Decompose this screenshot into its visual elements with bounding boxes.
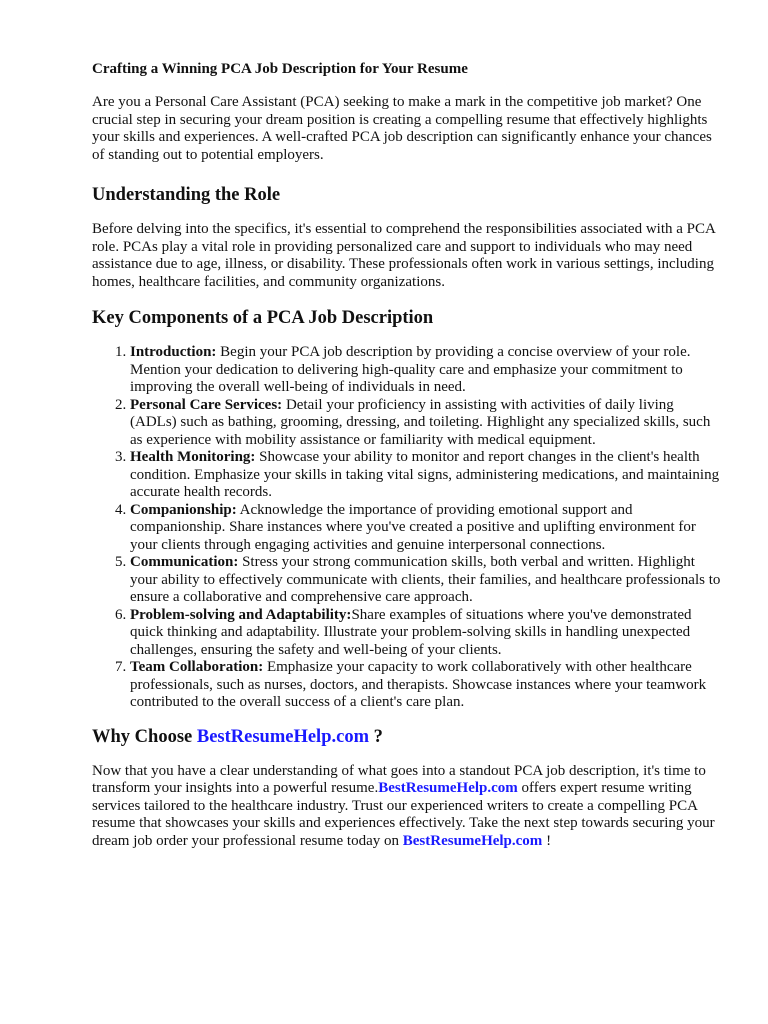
components-heading: Key Components of a PCA Job Description xyxy=(92,308,434,328)
list-item-introduction xyxy=(130,344,724,397)
list-item-text: Share examples of situations where you've demonstrated quick thinking and adaptability. Illustrate your problem-solving skills in handling unexpected challenges, ensuring the safety and well-being of your clients. xyxy=(130,606,692,658)
list-item-text: Begin your PCA job description by providing a concise overview of your role. Mention your dedication to delivering high-quality care and emphasize your commitment to improving the overall well-being of individuals in need. xyxy=(130,344,691,395)
components-list xyxy=(92,344,724,712)
role-paragraph: Before delving into the specifics, it's essential to comprehend the responsibilities associated with a PCA role. PCAs play a vital role in providing personalized care and support to individuals who may need assistance due to age, illness, or disability. These professionals often work in various settings, including homes, healthcare facilities, and community organizations. xyxy=(92,221,715,290)
list-item-text: Detail your proficiency in assisting with activities of daily living (ADLs) such as bathing, grooming, dressing, and toileting. Highlight any specialized skills, such as experience with mobility assistance or familiarity with medical equipment. xyxy=(130,396,711,448)
why-text-1: Now that you have a clear understanding of what goes into a standout PCA job description, it's time to transform your insights into a powerful resume. xyxy=(92,762,706,796)
list-item-term: Team Collaboration: xyxy=(130,659,264,675)
list-item-communication xyxy=(130,554,724,607)
role-heading: Understanding the Role xyxy=(92,185,281,205)
document-page xyxy=(92,60,724,850)
why-paragraph xyxy=(92,763,724,851)
list-item-term: Companionship: xyxy=(130,501,237,518)
why-heading-prefix: Why Choose xyxy=(92,726,193,747)
why-heading xyxy=(92,726,724,748)
list-item-term: Health Monitoring: xyxy=(130,449,256,465)
list-item-health-monitoring xyxy=(130,449,724,502)
list-item-term: Personal Care Services: xyxy=(130,396,283,413)
list-item-personal-care xyxy=(130,397,724,450)
list-item-companionship xyxy=(130,502,724,555)
list-item-problem-solving xyxy=(130,607,724,660)
list-item-text: Stress your strong communication skills, both verbal and written. Highlight your ability to effectively communicate with clients, their families, and healthcare professionals to ensure a collaborative and comprehensive care approach. xyxy=(130,554,721,605)
list-item-text: Showcase your ability to monitor and report changes in the client's health condition. Emphasize your skills in taking vital signs, administering medications, and maintaining accurate health records. xyxy=(130,449,720,500)
document-title: Crafting a Winning PCA Job Description for Your Resume xyxy=(92,61,468,77)
list-item-term: Introduction: xyxy=(130,344,217,360)
why-text-2: offers expert resume writing services tailored to the healthcare industry. Trust our experienced writers to create a compelling PCA resume that showcases your skills and experiences effectively. Take the next step towards securing your dream job order your professional resume today on xyxy=(92,780,715,849)
why-text-end: ! xyxy=(546,832,552,849)
list-item-text: Acknowledge the importance of providing emotional support and companionship. Share instances where you've created a positive and uplifting environment for your clients through engaging activities and genuine interpersonal connections. xyxy=(130,501,696,553)
list-item-text: Emphasize your capacity to work collaboratively with other healthcare professionals, such as nurses, doctors, and therapists. Showcase instances where your teamwork contributed to the overall success of a client's care plan. xyxy=(130,659,707,710)
bestresumehelp-link-heading[interactable]: BestResumeHelp.com xyxy=(196,726,369,747)
bestresumehelp-link-body[interactable]: BestResumeHelp.com xyxy=(378,780,518,796)
intro-paragraph: Are you a Personal Care Assistant (PCA) seeking to make a mark in the competitive job market? One crucial step in securing your dream position is creating a compelling resume that effectively highlights your skills and experiences. A well-crafted PCA job description can significantly enhance your chances of standing out to potential employers. xyxy=(92,94,712,163)
why-heading-suffix: ? xyxy=(373,726,383,747)
list-item-term: Problem-solving and Adaptability: xyxy=(130,606,352,623)
bestresumehelp-link-end[interactable]: BestResumeHelp.com xyxy=(402,832,543,849)
list-item-term: Communication: xyxy=(130,554,239,570)
list-item-team-collaboration xyxy=(130,659,724,712)
